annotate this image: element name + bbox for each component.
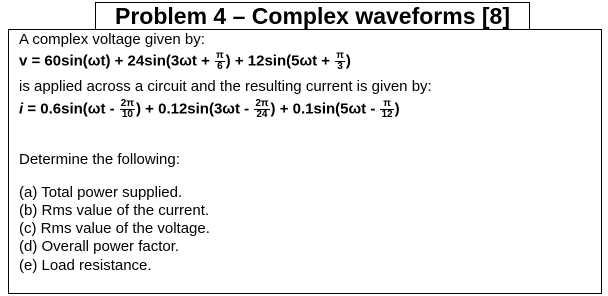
question-item-a: (a) Total power supplied. (19, 184, 183, 201)
current-mid-2: ) + 0.1sin(5ωt - (270, 100, 376, 118)
voltage-fraction-2 (335, 51, 345, 72)
current-fraction-3 (380, 99, 393, 120)
intro-text: A complex voltage given by: (19, 31, 205, 48)
fraction-denominator: 12 (381, 109, 393, 120)
current-var: i (19, 100, 24, 118)
fraction-denominator: 6 (217, 61, 223, 72)
fraction-numerator: π (216, 50, 224, 61)
current-lhs: = 0.6sin(ωt - (23, 100, 115, 118)
question-item-e: (e) Load resistance. (19, 257, 152, 274)
fraction-numerator: π (380, 99, 393, 110)
fraction-denominator: 24 (256, 109, 268, 120)
fraction-denominator: 3 (337, 61, 343, 72)
determine-text: Determine the following: (19, 151, 180, 168)
fraction-numerator: π (336, 50, 344, 61)
current-fraction-2 (254, 99, 269, 120)
question-item-c: (c) Rms value of the voltage. (19, 220, 210, 237)
voltage-equation (19, 51, 351, 72)
voltage-end: ) (345, 52, 351, 70)
question-item-b: (b) Rms value of the current. (19, 202, 210, 219)
question-item-d: (d) Overall power factor. (19, 238, 180, 255)
applied-text: is applied across a circuit and the resulting current is given by: (19, 78, 432, 95)
fraction-denominator: 10 (121, 109, 133, 120)
problem-body (8, 29, 602, 294)
current-end: ) (394, 100, 400, 118)
voltage-fraction-1 (215, 51, 225, 72)
title-box (95, 2, 530, 29)
current-equation (19, 99, 400, 120)
problem-title: Problem 4 – Complex waveforms [8] (115, 3, 510, 29)
current-mid-1: ) + 0.12sin(3ωt - (136, 100, 250, 118)
voltage-mid: ) + 12sin(5ωt + (225, 52, 331, 70)
fraction-numerator: 2π (255, 98, 269, 109)
voltage-lhs: v = 60sin(ωt) + 24sin(3ωt + (19, 52, 210, 70)
fraction-numerator: 2π (120, 98, 135, 109)
current-fraction-1 (120, 99, 135, 120)
